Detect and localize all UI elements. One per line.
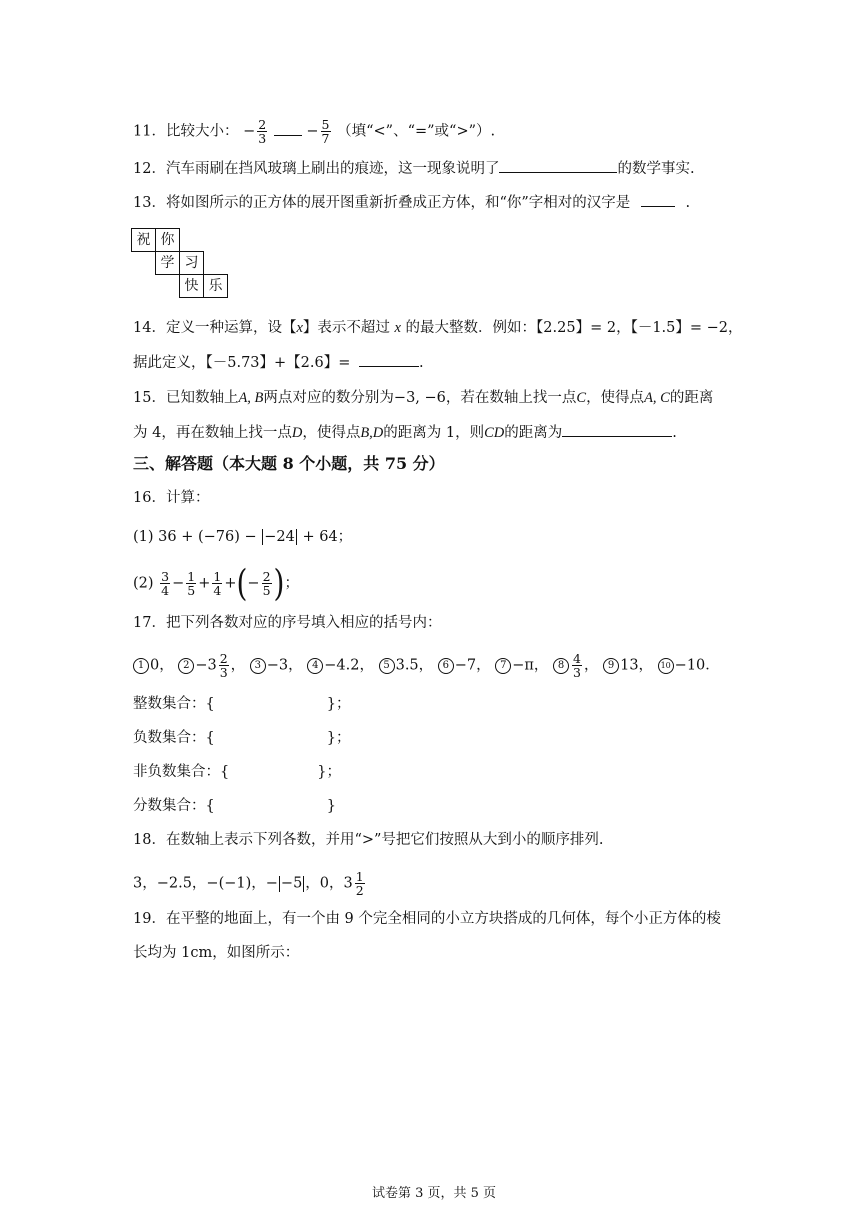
numerator: 4 bbox=[573, 651, 581, 666]
q15-text: ，使得点 bbox=[302, 425, 361, 441]
q11-suffix: （填“<”、“=”或“>”）. bbox=[337, 123, 496, 140]
question-18-title: 18．在数轴上表示下列各数，并用“>”号把它们按照从大到小的顺序排列. bbox=[133, 832, 604, 848]
question-11 bbox=[133, 118, 495, 145]
abs-value: −5 bbox=[280, 875, 303, 892]
denominator: 2 bbox=[355, 883, 364, 898]
fraction bbox=[355, 870, 365, 897]
point-c: C bbox=[576, 390, 587, 406]
q14-text: 】表示不超过 bbox=[302, 320, 390, 336]
fraction bbox=[262, 570, 272, 597]
number-value: −π， bbox=[512, 657, 549, 674]
fraction-five-sevenths bbox=[321, 118, 331, 145]
numerator: 5 bbox=[321, 117, 330, 132]
circled-number: 3 bbox=[250, 658, 266, 674]
number-list: 3，−2.5，−(−1)，− bbox=[133, 875, 278, 892]
number-value: −3 bbox=[195, 657, 217, 674]
question-13 bbox=[133, 192, 690, 213]
number-value: −7， bbox=[454, 657, 491, 674]
denominator: 5 bbox=[262, 583, 271, 598]
numerator: 2 bbox=[219, 651, 228, 666]
circled-number: 1 bbox=[133, 658, 149, 674]
denominator: 3 bbox=[573, 665, 581, 680]
number-value: −4.2， bbox=[324, 657, 374, 674]
fraction bbox=[219, 652, 229, 679]
set-end: } bbox=[326, 798, 336, 814]
separator: ， bbox=[584, 657, 599, 674]
set-end: }； bbox=[326, 730, 351, 746]
cube-face: 你 bbox=[155, 228, 180, 252]
fraction-set bbox=[133, 796, 336, 816]
fraction bbox=[212, 570, 222, 597]
right-paren: ) bbox=[273, 561, 285, 605]
denominator: 3 bbox=[219, 665, 228, 680]
circled-number: 2 bbox=[178, 658, 194, 674]
cube-face: 祝 bbox=[131, 228, 156, 252]
question-15-line1 bbox=[133, 388, 713, 408]
question-16-part2: (2) $\frac{3}{4}$ − $\frac{1}{5}$ + $\frac{1}{4}$ +(− $\frac{2}{5}$ )； bbox=[133, 561, 299, 605]
fraction bbox=[186, 570, 196, 597]
number-list: ，0，3 bbox=[305, 875, 353, 892]
abs-bar bbox=[296, 529, 297, 545]
q15-text: 为 4，再在数轴上找一点 bbox=[133, 425, 292, 441]
circled-number: 4 bbox=[307, 658, 323, 674]
question-17-numbers bbox=[133, 652, 720, 679]
numerator: 3 bbox=[161, 569, 170, 584]
question-18-list bbox=[133, 870, 367, 897]
question-19-line1: 19．在平整的地面上，有一个由 9 个完全相同的小立方块搭成的几何体，每个小正方体的棱 bbox=[133, 911, 721, 927]
cube-face: 乐 bbox=[203, 274, 228, 298]
answer-blank bbox=[562, 422, 672, 437]
number-value: −3， bbox=[266, 657, 303, 674]
left-paren: ( bbox=[236, 561, 248, 605]
cube-face: 习 bbox=[179, 251, 204, 275]
number-value: 0， bbox=[150, 657, 174, 674]
question-16-part1 bbox=[133, 527, 352, 547]
q15-text: ，使得点 bbox=[586, 390, 645, 406]
q16-part1-text: (1) 36 + (−76) − bbox=[133, 529, 257, 545]
set-end: }； bbox=[326, 696, 351, 712]
section-heading: 三、解答题（本大题 8 个小题，共 75 分） bbox=[133, 454, 445, 473]
separator: ， bbox=[230, 657, 246, 674]
q16-part2-end: ； bbox=[284, 575, 299, 592]
q15-text: . bbox=[672, 425, 677, 441]
q16-part1-text: + 64； bbox=[302, 529, 353, 545]
fraction bbox=[572, 652, 582, 679]
denominator: 5 bbox=[187, 583, 196, 598]
variable-x: x bbox=[296, 320, 303, 336]
question-16-title: 16．计算： bbox=[133, 490, 210, 506]
integer-set bbox=[133, 694, 350, 714]
fraction-two-thirds bbox=[257, 118, 267, 145]
minus-sign: − bbox=[243, 123, 256, 140]
abs-value: −24 bbox=[264, 529, 295, 545]
numerator: 1 bbox=[187, 569, 196, 584]
q13-text: 13．将如图所示的正方体的展开图重新折叠成正方体，和“你”字相对的汉字是 bbox=[133, 195, 631, 211]
q14-text: 据此定义，【－5.73】+【2.6】= bbox=[133, 355, 351, 371]
points-ab: A, B bbox=[238, 390, 264, 406]
part-label: (2) bbox=[133, 575, 154, 592]
answer-blank bbox=[359, 352, 419, 367]
set-label: 整数集合：{ bbox=[133, 696, 215, 712]
numerator: 1 bbox=[355, 869, 364, 884]
circled-number: 9 bbox=[603, 658, 619, 674]
set-label: 非负数集合：{ bbox=[133, 764, 230, 780]
q12-text: 12．汽车雨刷在挡风玻璃上刷出的痕迹，这一现象说明了 bbox=[133, 161, 500, 177]
abs-bar bbox=[279, 876, 280, 892]
q12-suffix: 的数学事实. bbox=[617, 161, 695, 177]
denominator: 4 bbox=[161, 583, 170, 598]
denominator: 4 bbox=[213, 583, 222, 598]
fraction bbox=[160, 570, 170, 597]
q15-text: 的距离为 1，则 bbox=[383, 425, 485, 441]
circled-number: 5 bbox=[379, 658, 395, 674]
negative-set bbox=[133, 728, 350, 748]
question-15-line2 bbox=[133, 422, 677, 443]
number-value: 13， bbox=[620, 657, 654, 674]
question-14-line1 bbox=[133, 318, 743, 338]
cube-face: 学 bbox=[155, 251, 180, 275]
q11-prefix: 11．比较大小： bbox=[133, 123, 239, 140]
non-negative-set bbox=[133, 762, 341, 782]
q14-text: . bbox=[419, 355, 424, 371]
set-end: }； bbox=[317, 764, 341, 780]
segment-cd: CD bbox=[484, 425, 505, 441]
q13-suffix: . bbox=[685, 195, 691, 211]
circled-number: 7 bbox=[495, 658, 511, 674]
circled-number: 6 bbox=[438, 658, 454, 674]
numerator: 2 bbox=[258, 117, 267, 132]
q14-text: 14．定义一种运算，设【 bbox=[133, 320, 297, 336]
q15-text: 的距离为 bbox=[504, 425, 563, 441]
number-value: 3.5， bbox=[395, 657, 434, 674]
numerator: 1 bbox=[213, 569, 222, 584]
q14-text: 的最大整数．例如：【2.25】= 2，【－1.5】= −2， bbox=[405, 320, 743, 336]
question-14-line2 bbox=[133, 352, 424, 373]
q15-text: 两点对应的数分别为−3, −6，若在数轴上找一点 bbox=[263, 390, 577, 406]
q15-text: 15．已知数轴上 bbox=[133, 390, 239, 406]
page-footer: 试卷第 3 页，共 5 页 bbox=[371, 1186, 497, 1201]
answer-blank bbox=[274, 121, 302, 136]
circled-number: 10 bbox=[658, 658, 674, 674]
set-label: 分数集合：{ bbox=[133, 798, 215, 814]
denominator: 7 bbox=[321, 131, 330, 146]
denominator: 3 bbox=[258, 131, 267, 146]
q15-text: 的距离 bbox=[669, 390, 714, 406]
question-19-line2: 长均为 1cm，如图所示： bbox=[133, 945, 300, 961]
set-label: 负数集合：{ bbox=[133, 730, 215, 746]
variable-x: x bbox=[394, 320, 401, 336]
circled-number: 8 bbox=[553, 658, 569, 674]
answer-blank bbox=[499, 158, 617, 173]
answer-blank bbox=[641, 192, 675, 207]
points-bd: B,D bbox=[360, 425, 384, 441]
minus-sign: − bbox=[306, 123, 319, 140]
cube-face: 快 bbox=[179, 274, 204, 298]
question-17-title: 17．把下列各数对应的序号填入相应的括号内： bbox=[133, 615, 442, 631]
point-d: D bbox=[291, 425, 303, 441]
numerator: 2 bbox=[262, 569, 271, 584]
question-12 bbox=[133, 158, 695, 179]
number-value: −10． bbox=[674, 657, 720, 674]
cube-net-diagram bbox=[131, 228, 241, 304]
points-ac: A, C bbox=[644, 390, 670, 406]
